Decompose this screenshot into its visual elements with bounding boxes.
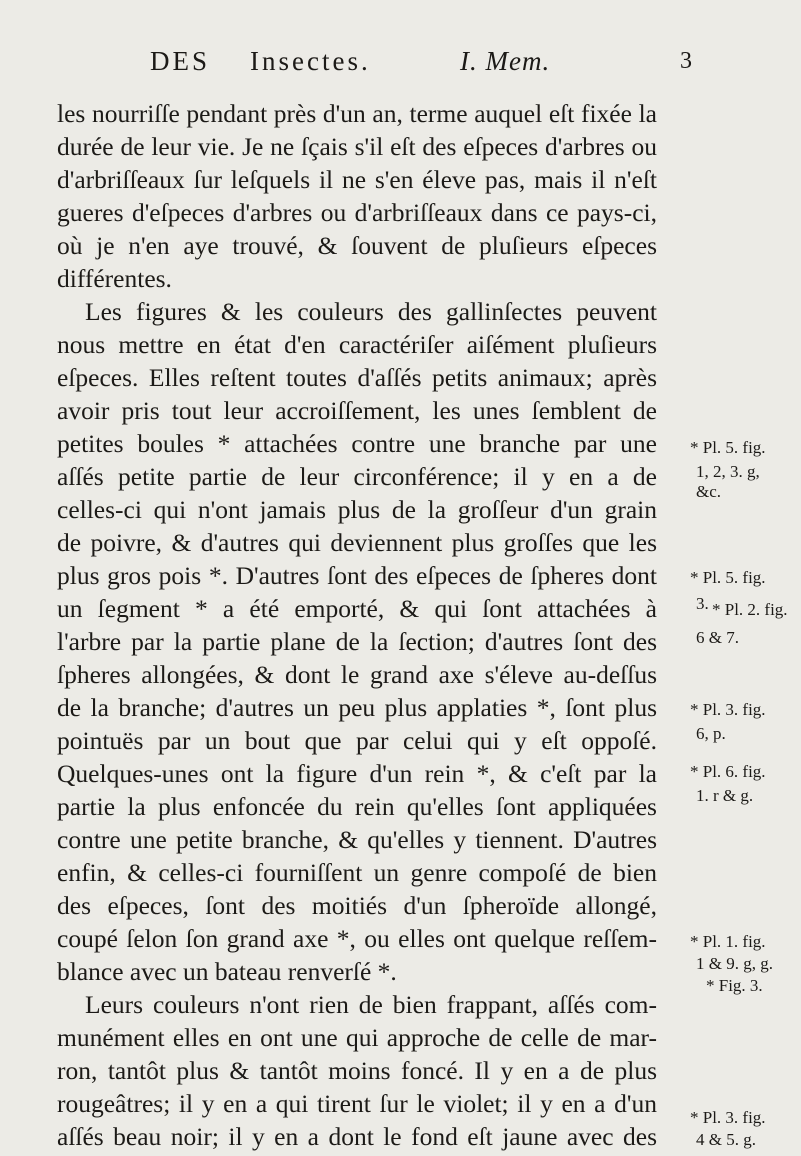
- margin-note: * Pl. 3. fig.: [690, 1108, 766, 1127]
- text-line: blance avec un bateau renverſé *.: [57, 957, 397, 986]
- text-line: ſpheres allongées, & dont le grand axe s'éleve au-deſſus: [57, 660, 657, 689]
- running-head-insectes: Insectes.: [250, 46, 371, 76]
- text-line: plus gros pois *. D'autres ſont des eſpeces de ſpheres dont: [57, 561, 657, 590]
- text-line: les nourriſſe pendant près d'un an, terme auquel eſt fixée la: [57, 99, 657, 128]
- text-line: Leurs couleurs n'ont rien de bien frappant, aſſés com-: [85, 990, 657, 1019]
- text-line: munément elles en ont une qui approche de celle de mar-: [57, 1023, 657, 1052]
- margin-note: * Pl. 5. fig.: [690, 438, 766, 457]
- running-head-memoire: I. Mem.: [460, 46, 551, 76]
- margin-note: 3.: [696, 594, 709, 613]
- margin-note: 1 & 9. g, g.: [696, 954, 773, 973]
- margin-note: * Pl. 2. fig.: [712, 600, 788, 619]
- text-line: l'arbre par la partie plane de la ſection; d'autres ſont des: [57, 627, 657, 656]
- text-line: partie la plus enfoncée du rein qu'elles ſont appliquées: [57, 792, 657, 821]
- text-line: des eſpeces, ſont des moitiés d'un ſpheroïde allongé,: [57, 891, 657, 920]
- text-line: avoir pris tout leur accroiſſement, les unes ſemblent de: [57, 396, 657, 425]
- text-line: petites boules * attachées contre une branche par une: [57, 429, 657, 458]
- text-line: de poivre, & d'autres qui deviennent plus groſſes que les: [57, 528, 657, 557]
- margin-note: * Pl. 1. fig.: [690, 932, 766, 951]
- margin-note: 1, 2, 3. g,: [696, 462, 760, 481]
- margin-note: 4 & 5. g.: [696, 1130, 756, 1149]
- text-line: celles-ci qui n'ont jamais plus de la groſſeur d'un grain: [57, 495, 657, 524]
- text-line: contre une petite branche, & qu'elles y tiennent. D'autres: [57, 825, 657, 854]
- text-line: nous mettre en état d'en caractériſer aiſément pluſieurs: [57, 330, 657, 359]
- text-line: pointuës par un bout que par celui qui y eſt oppoſé.: [57, 726, 657, 755]
- running-head-des: DES: [150, 46, 211, 76]
- margin-note: * Pl. 6. fig.: [690, 762, 766, 781]
- margin-note: 6, p.: [696, 724, 726, 743]
- text-line: Les figures & les couleurs des gallinſectes peuvent: [85, 297, 657, 326]
- text-line: un ſegment * a été emporté, & qui ſont attachées à: [57, 594, 657, 623]
- text-line: aſſés beau noir; il y en a dont le fond eſt jaune avec des: [57, 1122, 657, 1151]
- margin-note: 1. r & g.: [696, 786, 754, 805]
- text-line: de la branche; d'autres un peu plus applaties *, ſont plus: [57, 693, 657, 722]
- text-line: durée de leur vie. Je ne ſçais s'il eſt des eſpeces d'arbres ou: [57, 132, 657, 161]
- margin-note: * Pl. 3. fig.: [690, 700, 766, 719]
- margin-note: 6 & 7.: [696, 628, 739, 647]
- text-line: gueres d'eſpeces d'arbres ou d'arbriſſeaux dans ce pays-ci,: [57, 198, 657, 227]
- text-line: où je n'en aye trouvé, & ſouvent de pluſieurs eſpeces: [57, 231, 657, 260]
- margin-note: * Fig. 3.: [706, 976, 763, 995]
- text-line: aſſés petite partie de leur circonférence; il y en a de: [57, 462, 657, 491]
- margin-note: * Pl. 5. fig.: [690, 568, 766, 587]
- text-line: enfin, & celles-ci fourniſſent un genre compoſé de bien: [57, 858, 657, 887]
- text-line: eſpeces. Elles reſtent toutes d'aſſés petits animaux; après: [57, 363, 657, 392]
- text-line: Quelques-unes ont la figure d'un rein *, & c'eſt par la: [57, 759, 657, 788]
- text-line: d'arbriſſeaux ſur leſquels il ne s'en éleve pas, mais il n'eſt: [57, 165, 657, 194]
- text-line: rougeâtres; il y en a qui tirent ſur le violet; il y en a d'un: [57, 1089, 657, 1118]
- page-number: 3: [680, 48, 695, 74]
- text-line: coupé ſelon ſon grand axe *, ou elles ont quelque reſſem-: [57, 924, 657, 953]
- margin-note: &c.: [696, 482, 722, 501]
- text-line: différentes.: [57, 264, 172, 293]
- text-line: ron, tantôt plus & tantôt moins foncé. Il y en a de plus: [57, 1056, 657, 1085]
